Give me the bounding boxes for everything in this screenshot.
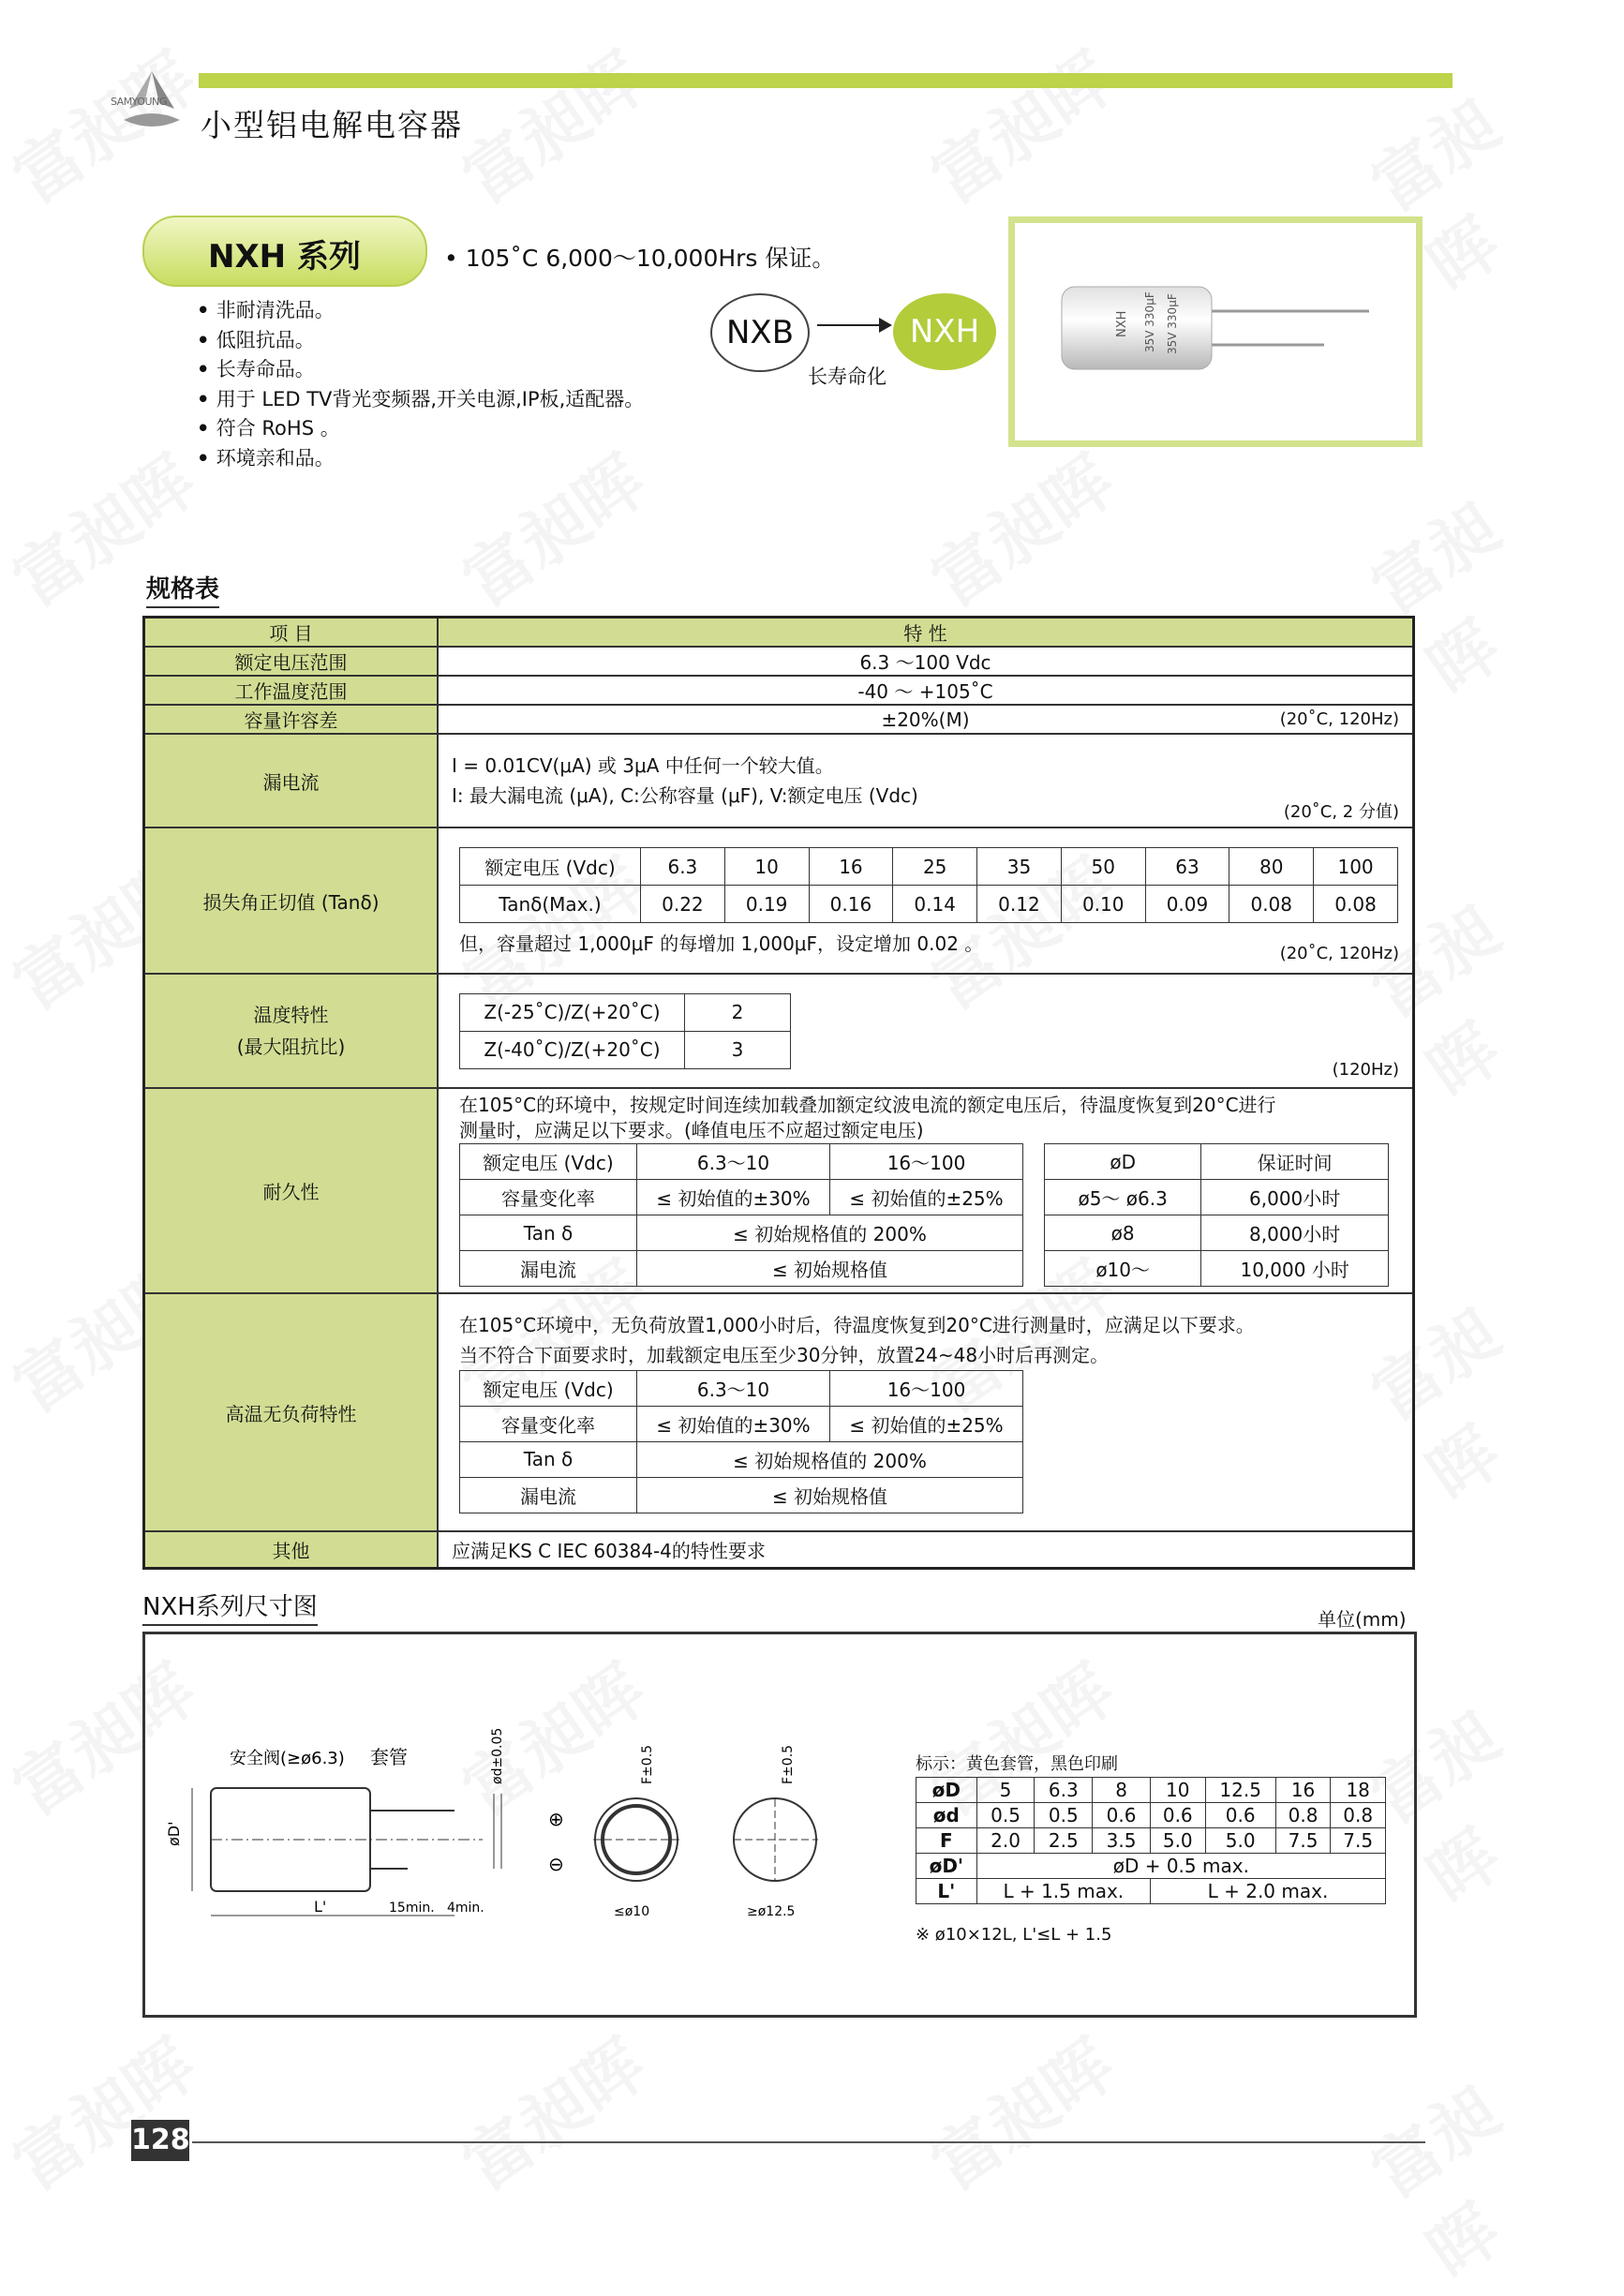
voltage-cell: 100 <box>1314 848 1398 886</box>
spec-label: 额定电压范围 <box>144 647 439 676</box>
dim-cell: 0.6 <box>1205 1803 1275 1828</box>
table-cell: Tan δ <box>460 1441 637 1477</box>
tan-cell: 0.10 <box>1061 886 1145 923</box>
shelf-intro: 在105°C环境中，无负荷放置1,000小时后，待温度恢复到20°C进行测量时，应满足以下要求。 <box>459 1313 1255 1336</box>
life-table <box>1044 1143 1389 1287</box>
table-cell: 10,000 小时 <box>1201 1251 1389 1287</box>
table-cell: 8,000小时 <box>1201 1215 1389 1251</box>
spec-label: 损失角正切值 (Tanδ) <box>144 827 439 974</box>
dim-cell: 12.5 <box>1205 1778 1275 1803</box>
dim-cell: 18 <box>1331 1778 1386 1803</box>
lprime-label: L' <box>314 1898 327 1916</box>
header-accent-bar <box>199 73 1453 88</box>
table-cell: ≤ 初始值的±30% <box>637 1180 830 1215</box>
tan-cell: 0.09 <box>1145 886 1229 923</box>
tan-table <box>459 847 1398 923</box>
ge125-label: ≥ø12.5 <box>747 1904 796 1919</box>
marking-note: 标示：黄色套管，黑色印刷 <box>916 1754 1118 1774</box>
watermark <box>1349 2022 1624 2296</box>
table-cell: 容量变化率 <box>460 1406 637 1441</box>
table-cell: 额定电压 (Vdc) <box>460 1370 637 1406</box>
table-cell: ø8 <box>1045 1215 1201 1251</box>
dim-cell: øD + 0.5 max. <box>976 1854 1385 1879</box>
f-label: F±0.5 <box>781 1744 796 1784</box>
table-cell: ≤ 初始规格值 <box>637 1251 1023 1287</box>
dim-cell: 0.6 <box>1093 1803 1151 1828</box>
table-cell: ≤ 初始值的±30% <box>637 1406 830 1441</box>
table-cell: Tan δ <box>460 1215 637 1251</box>
impedance-value: 2 <box>685 993 791 1031</box>
dim-cell: 0.6 <box>1150 1803 1205 1828</box>
dim-cell: 10 <box>1150 1778 1205 1803</box>
dim-cell: 8 <box>1093 1778 1151 1803</box>
watermark <box>0 2012 212 2208</box>
voltage-cell: 6.3 <box>641 848 725 886</box>
tan-cell: 0.08 <box>1229 886 1314 923</box>
table-cell: 6.3～10 <box>637 1144 830 1180</box>
feature-list <box>197 296 644 473</box>
tan-row-label: 额定电压 (Vdc) <box>460 848 641 886</box>
table-cell: ø5～ ø6.3 <box>1045 1180 1201 1215</box>
spec-cell <box>438 1293 1414 1531</box>
list-item: • 低阻抗品。 <box>197 326 644 356</box>
shelf-table <box>459 1370 1023 1513</box>
spec-cell <box>438 1088 1414 1293</box>
dim-cell: 16 <box>1275 1778 1331 1803</box>
leakage-formula: I = 0.01CV(μA) 或 3μA 中任何一个较大值。 <box>452 754 834 777</box>
product-photo <box>1008 216 1423 447</box>
tan-cell: 0.08 <box>1314 886 1398 923</box>
logo-wordmark: SAMYOUNG <box>111 96 167 108</box>
col-item-header: 项 目 <box>144 618 439 648</box>
list-item: • 环境亲和品。 <box>197 444 644 474</box>
table-cell: 16～100 <box>830 1370 1023 1406</box>
spec-cell <box>438 734 1414 827</box>
table-cell: ≤ 初始规格值的 200% <box>637 1441 1023 1477</box>
tan-row-label: Tanδ(Max.) <box>460 886 641 923</box>
condition-note: (20˚C, 2 分值) <box>1283 802 1399 822</box>
leakage-legend: I: 最大漏电流 (μA), C:公称容量 (μF), V:额定电压 (Vdc) <box>452 784 918 807</box>
dim-cell: 2.0 <box>976 1828 1035 1854</box>
table-cell: 保证时间 <box>1201 1144 1389 1180</box>
le10-label: ≤ø10 <box>614 1904 650 1919</box>
impedance-key: Z(-25˚C)/Z(+20˚C) <box>460 993 685 1031</box>
watermark <box>909 428 1131 624</box>
spec-label: 其他 <box>144 1531 439 1569</box>
vent-label: 安全阀(≥ø6.3) <box>230 1749 345 1768</box>
impedance-table <box>459 993 791 1069</box>
table-cell: ≤ 初始规格值的 200% <box>637 1215 1023 1251</box>
watermark <box>440 25 663 221</box>
endurance-tables <box>459 1143 1399 1287</box>
spec-label <box>144 974 439 1088</box>
endurance-table <box>459 1143 1023 1287</box>
spec-label: 高温无负荷特性 <box>144 1293 439 1531</box>
dim-cell: 3.5 <box>1093 1828 1151 1854</box>
min4-label: 4min. <box>447 1901 484 1916</box>
watermark <box>909 25 1131 221</box>
plus-icon: ⊕ <box>548 1808 564 1830</box>
voltage-cell: 35 <box>977 848 1062 886</box>
arrow-right-icon <box>817 324 888 326</box>
spec-title: 规格表 <box>146 570 219 608</box>
table-cell: ≤ 初始值的±25% <box>830 1180 1023 1215</box>
table-cell: 漏电流 <box>460 1477 637 1513</box>
dim-key: L' <box>916 1879 977 1904</box>
min15-label: 15min. <box>389 1901 435 1916</box>
table-cell: 容量变化率 <box>460 1180 637 1215</box>
table-cell: 16～100 <box>830 1144 1023 1180</box>
spec-value: ±20%(M) <box>881 708 970 731</box>
list-item: • 长寿命品。 <box>197 355 644 385</box>
voltage-cell: 10 <box>724 848 809 886</box>
evolution-caption: 长寿命化 <box>808 365 886 388</box>
dimension-title: NXH系列尺寸图 <box>142 1588 318 1626</box>
watermark <box>440 2012 663 2208</box>
dim-cell: 0.5 <box>1035 1803 1093 1828</box>
dimension-table <box>916 1777 1386 1904</box>
spec-table <box>142 616 1415 1570</box>
table-cell: 6.3～10 <box>637 1370 830 1406</box>
endurance-intro: 在105°C的环境中，按规定时间连续加载叠加额定纹波电流的额定电压后，待温度恢复到20°C进行 <box>459 1094 1276 1116</box>
spec-cell <box>438 827 1414 974</box>
condition-note: (20˚C, 120Hz) <box>1279 708 1399 729</box>
table-cell: 额定电压 (Vdc) <box>460 1144 637 1180</box>
dim-cell: 7.5 <box>1275 1828 1331 1854</box>
product-rating: 35V 330μF <box>1166 293 1179 354</box>
tan-cell: 0.22 <box>641 886 725 923</box>
table-cell: 6,000小时 <box>1201 1180 1389 1215</box>
dimension-drawing <box>165 1727 1017 1972</box>
dim-cell: 5.0 <box>1150 1828 1205 1854</box>
voltage-cell: 80 <box>1229 848 1314 886</box>
voltage-cell: 25 <box>893 848 977 886</box>
list-item: • 非耐清洗品。 <box>197 296 644 326</box>
dim-cell: 7.5 <box>1331 1828 1386 1854</box>
f-label: F±0.5 <box>640 1744 655 1784</box>
spec-cell <box>438 974 1414 1088</box>
series-name: NXH 系列 <box>208 238 361 276</box>
sleeve-label: 套管 <box>370 1746 408 1768</box>
list-item: • 符合 RoHS 。 <box>197 414 644 444</box>
list-item: • 用于 LED TV背光变频器,开关电源,IP板,适配器。 <box>197 385 644 415</box>
dim-cell: 0.8 <box>1331 1803 1386 1828</box>
tan-cell: 0.19 <box>724 886 809 923</box>
voltage-cell: 50 <box>1061 848 1145 886</box>
voltage-cell: 63 <box>1145 848 1229 886</box>
page-title: 小型铝电解电容器 <box>201 107 463 143</box>
nxh-circle: NXH <box>893 293 996 370</box>
od-label: øD' <box>165 1821 183 1846</box>
spec-label-line: (最大阻抗比) <box>236 1036 346 1058</box>
impedance-value: 3 <box>685 1031 791 1068</box>
tan-cell: 0.16 <box>809 886 893 923</box>
table-cell: ø10～ <box>1045 1251 1201 1287</box>
spec-label-line: 温度特性 <box>253 1004 329 1026</box>
dim-cell: 5 <box>976 1778 1035 1803</box>
dim-cell: L + 1.5 max. <box>976 1879 1150 1904</box>
impedance-key: Z(-40˚C)/Z(+20˚C) <box>460 1031 685 1068</box>
col-char-header: 特 性 <box>438 618 1414 648</box>
shelf-intro: 当不符合下面要求时，加载额定电压至少30分钟，放置24~48小时后再测定。 <box>459 1343 1110 1366</box>
dimension-footnote: ※ ø10×12L, L'≤L + 1.5 <box>916 1925 1112 1945</box>
voltage-cell: 16 <box>809 848 893 886</box>
condition-note: (120Hz) <box>1332 1060 1399 1080</box>
dim-cell: 2.5 <box>1035 1828 1093 1854</box>
tan-footnote: 但，容量超过 1,000μF 的每增加 1,000μF，设定增加 0.02 。 <box>459 932 984 955</box>
dim-key: øD' <box>916 1854 977 1879</box>
dim-cell: L + 2.0 max. <box>1150 1879 1385 1904</box>
minus-icon: ⊖ <box>548 1853 564 1875</box>
spec-label: 工作温度范围 <box>144 676 439 705</box>
table-cell: ≤ 初始值的±25% <box>830 1406 1023 1441</box>
spec-value: 6.3 ～100 Vdc <box>438 647 1414 676</box>
dim-cell: 0.8 <box>1275 1803 1331 1828</box>
dim-cell: 6.3 <box>1035 1778 1093 1803</box>
endurance-intro: 测量时，应满足以下要求。(峰值电压不应超过额定电压) <box>459 1119 924 1141</box>
spec-value: -40 ～ +105˚C <box>438 676 1414 705</box>
unit-label: 单位(mm) <box>1318 1608 1407 1631</box>
spec-label: 耐久性 <box>144 1088 439 1293</box>
spec-label: 容量许容差 <box>144 705 439 734</box>
spec-value: 应满足KS C IEC 60384-4的特性要求 <box>438 1531 1414 1569</box>
dim-key: øD <box>916 1778 977 1803</box>
series-badge <box>142 216 427 287</box>
footer-divider <box>192 2141 1425 2143</box>
table-cell: øD <box>1045 1144 1201 1180</box>
capacitor-image <box>1015 223 1416 440</box>
spec-label: 漏电流 <box>144 734 439 827</box>
dim-key: ød <box>916 1803 977 1828</box>
tan-cell: 0.14 <box>893 886 977 923</box>
nxb-circle: NXB <box>710 293 810 372</box>
dim-key: F <box>916 1828 977 1854</box>
table-cell: 漏电流 <box>460 1251 637 1287</box>
watermark <box>909 2012 1131 2208</box>
spec-cell <box>438 705 1414 734</box>
product-brand: NXH <box>1115 310 1129 337</box>
dim-cell: 5.0 <box>1205 1828 1275 1854</box>
product-rating: 35V 330μF <box>1143 291 1156 352</box>
tan-cell: 0.12 <box>977 886 1062 923</box>
dimension-frame <box>142 1632 1417 2018</box>
dim-cell: 0.5 <box>976 1803 1035 1828</box>
lead-label: ød±0.05 <box>490 1727 505 1784</box>
guarantee-text: • 105˚C 6,000～10,000Hrs 保证。 <box>444 245 836 272</box>
page-number: 128 <box>131 2120 189 2161</box>
condition-note: (20˚C, 120Hz) <box>1279 944 1399 963</box>
table-cell: ≤ 初始规格值 <box>637 1477 1023 1513</box>
